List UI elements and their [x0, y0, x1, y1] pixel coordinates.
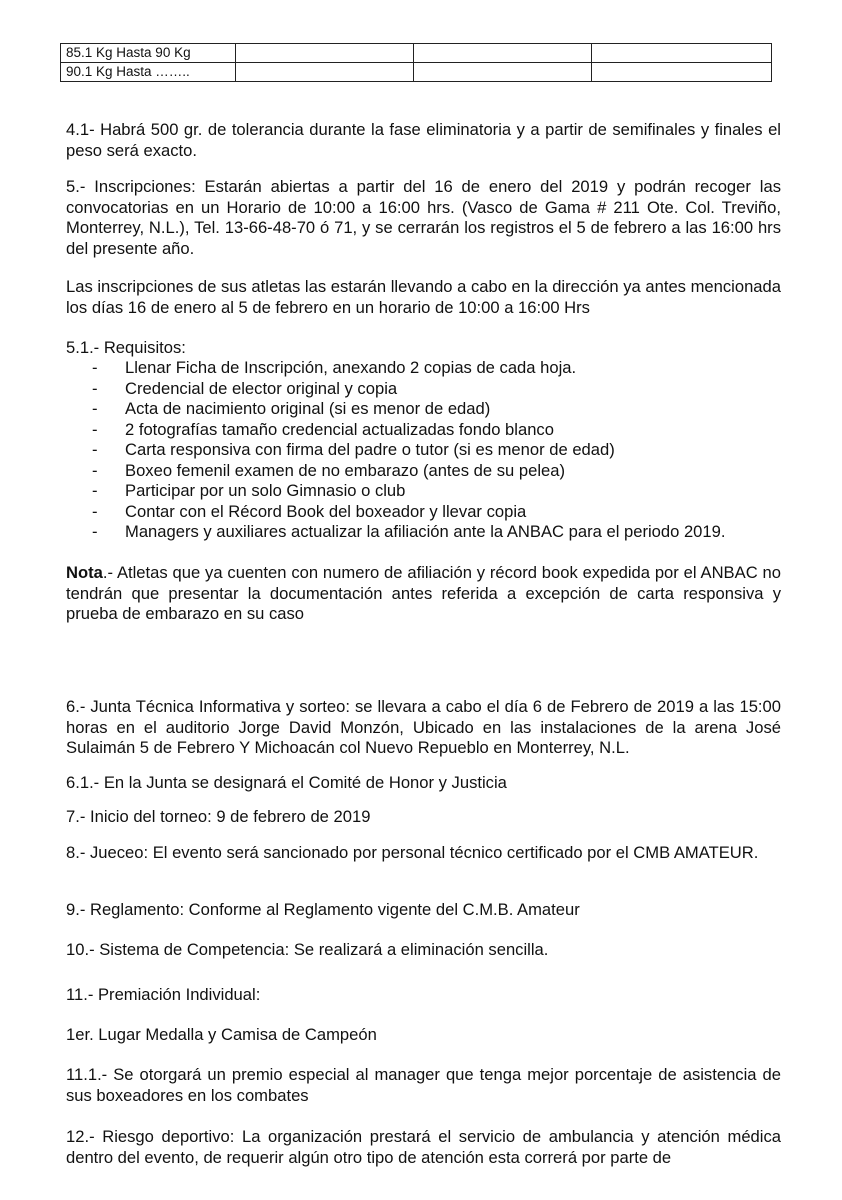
paragraph-6-junta: 6.- Junta Técnica Informativa y sorteo: se llevara a cabo el día 6 de Febrero de 2019 a las 15:00 horas en el auditorio Jorge David Monzón, Ubicado en las instalaciones de la arena José Sulaimán 5 de Febrero Y Michoacán col Nuevo Repueblo en Monterrey, N.L.: [66, 697, 781, 757]
paragraph-inscripciones-atletas: Las inscripciones de sus atletas las estarán llevando a cabo en la dirección ya antes mencionada los días 16 de enero al 5 de febrero en un horario de 10:00 a 16:00 Hrs: [66, 277, 781, 317]
paragraph-7: 7.- Inicio del torneo: 9 de febrero de 2019: [66, 807, 371, 826]
list-item: [92, 522, 725, 543]
paragraph-11-prize: 1er. Lugar Medalla y Camisa de Campeón: [66, 1025, 377, 1044]
paragraph-5-inscripciones: 5.- Inscripciones: Estarán abiertas a partir del 16 de enero del 2019 y podrán recoger las convocatorias en un Horario de 10:00 a 16:00 hrs. (Vasco de Gama # 211 Ote. Col. Treviño, Monterrey, N.L.), Tel. 13-66-48-70 ó 71, y se cerrarán los registros el 5 de febrero a las 16:00 hrs del presente año.: [66, 177, 781, 258]
paragraph-4-1: 4.1- Habrá 500 gr. de tolerancia durante la fase eliminatoria y a partir de semifinales y finales el peso será exacto.: [66, 120, 781, 160]
paragraph-8: 8.- Jueceo: El evento será sancionado por personal técnico certificado por el CMB AMATEUR.: [66, 843, 759, 862]
list-dash: -: [92, 460, 98, 480]
requirement-text: Acta de nacimiento original (si es menor de edad): [125, 399, 491, 418]
paragraph-11-1: 11.1.- Se otorgará un premio especial al manager que tenga mejor porcentaje de asistencia de sus boxeadores en los combates: [66, 1065, 781, 1105]
list-dash: -: [92, 481, 98, 500]
requirement-text: 2 fotografías tamaño credencial actualizadas fondo blanco: [125, 419, 554, 439]
table-cell: [592, 63, 772, 82]
table-row: [61, 63, 772, 82]
paragraph-11: 11.- Premiación Individual:: [66, 985, 261, 1004]
paragraph-9: 9.- Reglamento: Conforme al Reglamento vigente del C.M.B. Amateur: [66, 900, 580, 919]
list-item: [92, 399, 725, 420]
paragraph-6-1: 6.1.- En la Junta se designará el Comité de Honor y Justicia: [66, 773, 507, 792]
nota-text: .- Atletas que ya cuenten con numero de afiliación y récord book expedida por el ANBAC no tendrán que presentar la documentación antes referida a excepción de carta responsiva y prueba de embarazo en su caso: [66, 563, 781, 623]
requirement-text: Contar con el Récord Book del boxeador y llevar copia: [125, 501, 527, 521]
table-row: [61, 44, 772, 63]
table-cell: [592, 44, 772, 63]
requirement-text: Boxeo femenil examen de no embarazo (antes de su pelea): [125, 460, 566, 480]
list-dash: -: [92, 419, 98, 439]
requirements-list: [92, 358, 725, 543]
requirement-text: Carta responsiva con firma del padre o tutor (si es menor de edad): [125, 440, 615, 459]
table-cell: [236, 63, 414, 82]
list-dash: -: [92, 440, 98, 459]
list-item: [92, 461, 725, 482]
requirement-text: Llenar Ficha de Inscripción, anexando 2 copias de cada hoja.: [125, 358, 577, 377]
requirement-text: Participar por un solo Gimnasio o club: [125, 481, 406, 500]
paragraph-10: 10.- Sistema de Competencia: Se realizará a eliminación sencilla.: [66, 940, 549, 959]
paragraph-12: 12.- Riesgo deportivo: La organización prestará el servicio de ambulancia y atención médica dentro del evento, de requerir algún otro tipo de atención esta correrá por parte de: [66, 1127, 781, 1167]
list-dash: -: [92, 399, 98, 418]
list-item: [92, 440, 725, 461]
list-item: [92, 502, 725, 523]
list-dash: -: [92, 522, 98, 541]
list-item: [92, 481, 725, 502]
weight-category-table: [60, 43, 772, 82]
weight-category-label: 85.1 Kg Hasta 90 Kg: [61, 44, 236, 63]
list-item: [92, 358, 725, 379]
weight-category-label: 90.1 Kg Hasta ……..: [61, 63, 236, 82]
list-dash: -: [92, 358, 98, 377]
nota-paragraph: [66, 563, 781, 625]
table-cell: [414, 63, 592, 82]
table-cell: [414, 44, 592, 63]
list-item: [92, 379, 725, 400]
requirement-text: Managers y auxiliares actualizar la afiliación ante la ANBAC para el periodo 2019.: [125, 522, 726, 541]
list-dash: -: [92, 501, 98, 521]
list-dash: -: [92, 378, 98, 398]
table-cell: [236, 44, 414, 63]
requirement-text: Credencial de elector original y copia: [125, 378, 398, 398]
list-item: [92, 420, 725, 441]
nota-label: Nota: [66, 563, 103, 582]
requirements-title: 5.1.- Requisitos:: [66, 338, 186, 357]
